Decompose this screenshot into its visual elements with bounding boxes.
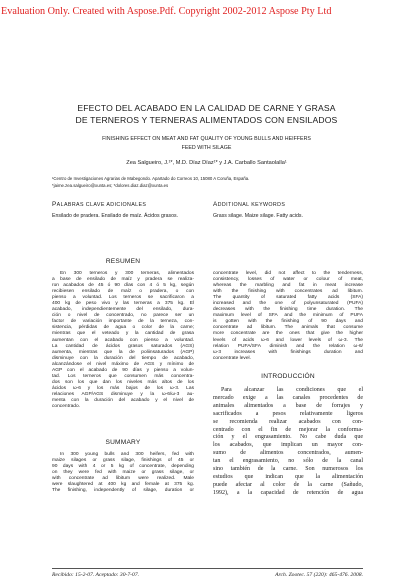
text-line: is gotten with the finishing of 90 days and	[213, 319, 363, 325]
left-column	[52, 201, 194, 494]
text-line: AGP con el acabado de 90 días y pienso a volun-	[52, 367, 194, 373]
text-line: ω-3 increases with finishings duration and	[213, 349, 363, 355]
text-line: sacrificados a pesos relativamente ligeros	[213, 410, 363, 417]
resumen-heading: RESUMEN	[105, 258, 141, 265]
text-line: were slaughtered at 400 kg and female at 375 kg.	[52, 482, 194, 488]
introduccion-body	[213, 387, 363, 498]
affiliation	[52, 176, 382, 189]
text-line: relaciones AGP/AGS disminuye y la ω-6/ω-3 au-	[52, 391, 194, 397]
text-line: sumo de alimentos concentrados, aumen-	[213, 450, 363, 457]
keywords-es-heading: PALABRAS CLAVE ADICIONALES	[52, 201, 147, 208]
text-line: estudios que indican que la alimentación	[213, 473, 363, 480]
text-line: whereas the marbling and fat in meat increase	[213, 283, 363, 289]
text-line: acabado, independientemente del ensilado, dura-	[52, 307, 194, 313]
text-line: maximum level of SFA and the minimum of PUFA	[213, 313, 363, 319]
text-line: decreases with the finishing time duration. The	[213, 307, 363, 313]
text-line: sino también de la carne. Son numerosos los	[213, 466, 363, 473]
text-line: disminuye con la duración del tiempo de acabado,	[52, 355, 194, 361]
title-line: EFECTO DEL ACABADO EN LA CALIDAD DE CARNE Y GRASA	[77, 103, 336, 113]
contact-emails: *jaime.zea.salgueiro@xunta.es; *dolores.diaz.diaz@xunta.es	[52, 182, 169, 188]
text-line: levels of acids ω-6 and lower levels of ω-3. The	[213, 337, 363, 343]
text-line: with the finishing with concentrates ad libitum.	[213, 289, 363, 295]
text-line: concentrate level.	[213, 355, 251, 361]
text-line: 1992), a la capacidad de retención de agua	[213, 489, 363, 496]
text-line: increased and the one of polyunsaturated (PUFA)	[213, 301, 363, 307]
text-line: The finishing, independently of silage, duration or	[52, 488, 194, 494]
text-line: recibiesen ensilado de maíz o pradera, o con	[52, 289, 194, 295]
text-line: mientras que el veteado y la cantidad de grasa	[52, 331, 194, 337]
text-line: consistency, losses of water or colour of meat,	[213, 277, 363, 283]
author-list: Zea Salgueiro, J.¹*, M.D. Díaz Díaz¹* y J.A. Carballo Santaolalla¹	[126, 160, 287, 166]
text-line: pienso a voluntad. Los terneros se sacrificaron a	[52, 295, 194, 301]
text-line: mercado exige a las canales procedentes de	[213, 394, 363, 401]
text-line: 400 kg de peso vivo y las terneras a 375 kg. El	[52, 301, 194, 307]
text-line: tad. Los terneros que consumen más concentra-	[52, 373, 194, 379]
text-line: concentrate ad libitum. The animals that consume	[213, 325, 363, 331]
right-column	[213, 201, 363, 496]
text-line: En 300 terneros y 300 terneras, alimentados	[60, 271, 194, 276]
text-line: puede afectar al color de la carne (Sañudo,	[213, 481, 363, 488]
text-line: aumenta, mientras que la de poliinsaturados (AGP)	[52, 349, 194, 355]
text-line: los acabados, que implican un mayor con-	[213, 442, 363, 449]
text-line: dos son los que dan los niveles más altos de los	[52, 379, 194, 385]
text-line: ácidos ω-6 y los más bajos de los ω-3. Las	[52, 385, 194, 391]
keywords-en-text: Grass silage. Maize silage. Fatty acids.	[213, 213, 303, 219]
text-line: animales alimentados a base de forrajes y	[213, 402, 363, 409]
summary-body	[52, 452, 194, 494]
text-line: centrado con el fin de mejorar la conforma-	[213, 426, 363, 433]
summary-heading: SUMMARY	[105, 439, 141, 446]
text-line: In 300 young bulls and 300 heifers, fed with	[60, 452, 194, 457]
text-line: with concentrate ad libitum were realized. Male	[52, 476, 194, 482]
introduccion-heading: INTRODUCCIÓN	[261, 373, 315, 380]
text-line: menta con la duración del acabado y el nivel de	[52, 397, 194, 403]
text-line: se recomienda realizar acabados con con-	[213, 418, 363, 425]
summary-continuation	[213, 271, 363, 362]
text-line: The quantity of saturated fatty acids (SFA)	[213, 295, 363, 301]
text-line: ción o nivel de concentrado, no parece ser un	[52, 313, 194, 319]
text-line: aumentan con el acabado con pienso a voluntad.	[52, 337, 194, 343]
footer-divider	[52, 568, 363, 569]
text-line: sistencia, pérdidas de agua o color de la carne;	[52, 325, 194, 331]
text-line: a base de ensilado de maíz y pradera se realiza-	[52, 277, 194, 283]
text-line: alcanzándose el nivel máximo de AGS y mínimo de	[52, 361, 194, 367]
text-line: maize silages or grass silage, finishings of 45 or	[52, 458, 194, 464]
affiliation-line: ¹Centro de Investigaciones Agrarias de Mabegondo. Apartado do Correos 10, 15080 A Coruña, España.	[52, 176, 250, 181]
text-line: 90 days with 4 or 5 kg of concentrate, depending	[52, 464, 194, 470]
text-line: factor de variación importante de la terneza, con-	[52, 319, 194, 325]
text-line: tan el engrasamiento, no sólo de la canal	[213, 458, 363, 465]
subtitle-line: FINISHING EFFECT ON MEAT AND FAT QUALITY OF YOUNG BULLS AND HEIFFERS	[102, 136, 311, 142]
text-line: concentrado.	[52, 404, 81, 410]
text-line: relation PUFA/SFA diminish and the relation ω-6/	[213, 343, 363, 349]
text-line: ron acabados de 45 ó 90 días con 4 ó 5 kg, según	[52, 283, 194, 289]
resumen-body	[52, 271, 194, 410]
text-line: ción y el engrasamiento. No cabe duda que	[213, 434, 363, 441]
evaluation-watermark: Evaluation Only. Created with Aspose.Pdf. Copyright 2002-2012 Aspose Pty Ltd	[1, 6, 332, 17]
received-dates: Recibido: 15-2-07. Aceptado: 30-7-07.	[52, 572, 140, 578]
text-line: La cantidad de ácidos grasos saturados (AGS)	[52, 343, 194, 349]
article-title	[40, 103, 373, 126]
text-line: on they were fed with maize or grass silage, or	[52, 470, 194, 476]
text-line: Para alcanzar las condiciones que el	[221, 387, 363, 393]
subtitle-line: FEED WITH SILAGE	[181, 144, 232, 151]
text-line: more concentrate are the ones that give the higher	[213, 331, 363, 337]
text-line: concentrate level, did not affect to the tenderness,	[213, 271, 363, 276]
article-subtitle	[56, 135, 357, 152]
keywords-es-text: Ensilado de pradera. Ensilado de maíz. Ácidos grasos.	[52, 213, 179, 219]
keywords-en-heading: ADDITIONAL KEYWORDS	[213, 201, 286, 208]
title-line: DE TERNEROS Y TERNERAS ALIMENTADOS CON ENSILADOS	[75, 114, 338, 125]
journal-citation: Arch. Zootec. 57 (220): 465-476. 2008.	[275, 572, 363, 578]
